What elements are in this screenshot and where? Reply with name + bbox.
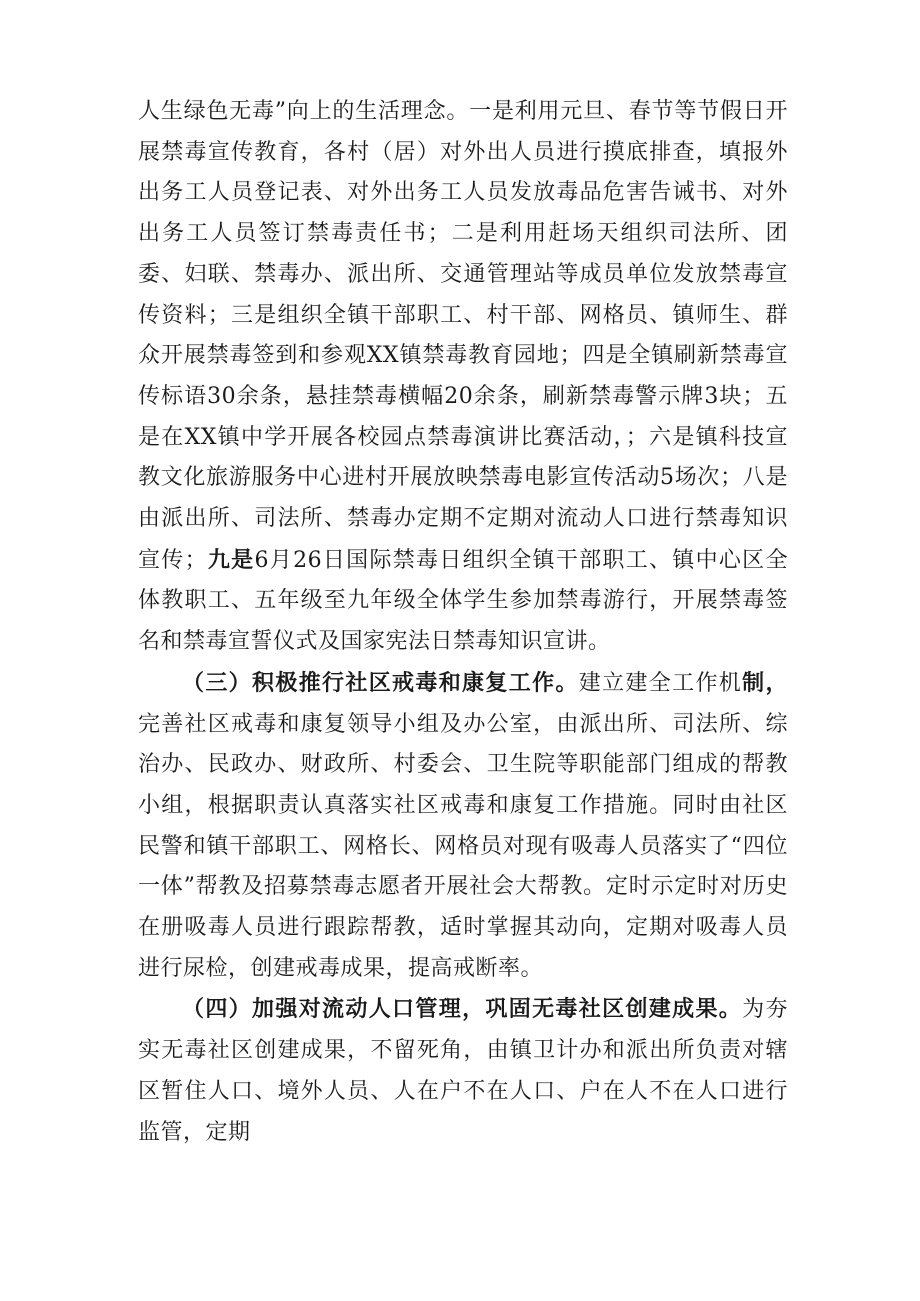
- paragraph-publicity: [138, 92, 788, 663]
- paragraph-community-rehab: [138, 663, 788, 990]
- document-body: [138, 92, 788, 1153]
- paragraph-floating-population: [138, 989, 788, 1153]
- section-heading-4: （四）加强对流动人口管理，巩固无毒社区创建成果。: [182, 996, 743, 1023]
- paragraph-text: 建立建全工作机: [578, 670, 743, 696]
- paragraph-bold-item: 九是: [207, 546, 255, 573]
- paragraph-bold-item: 制，: [742, 669, 788, 696]
- section-heading-3: （三）积极推行社区戒毒和康复工作。: [182, 669, 579, 696]
- paragraph-text: 为夯实无毒社区创建成果，不留死角，由镇卫计办和派出所负责对辖区暂住人口、境外人员、人在户不在人口、户在人不在人口进行监管，定期: [138, 997, 788, 1145]
- paragraph-tail-text: 完善社区戒毒和康复领导小组及办公室，由派出所、司法所、综治办、民政办、财政所、村委会、卫生院等职能部门组成的帮教小组，根据职责认真落实社区戒毒和康复工作措施。同时由社区民警和镇干部职工、网格长、网格员对现有吸毒人员落实了“四位一体”帮教及招募禁毒志愿者开展社会大帮教。定时示定时对历史在册吸毒人员进行跟踪帮教，适时掌握其动向，定期对吸毒人员进行尿检，创建戒毒成果，提高戒断率。: [138, 711, 788, 981]
- paragraph-tail-text: 6月26日国际禁毒日组织全镇干部职工、镇中心区全体教职工、五年级至九年级全体学生参加禁毒游行，开展禁毒签名和禁毒宣誓仪式及国家宪法日禁毒知识宣讲。: [138, 547, 788, 655]
- paragraph-text: 人生绿色无毒”向上的生活理念。一是利用元旦、春节等节假日开展禁毒宣传教育，各村（居）对外出人员进行摸底排查，填报外出务工人员登记表、对外出务工人员发放毒品危害告诫书、对外出务工人员签订禁毒责任书；二是利用赶场天组织司法所、团委、妇联、禁毒办、派出所、交通管理站等成员单位发放禁毒宣传资料；三是组织全镇干部职工、村干部、网格员、镇师生、群众开展禁毒签到和参观XX镇禁毒教育园地；四是全镇刷新禁毒宣传标语30余条，悬挂禁毒横幅20余条，刷新禁毒警示牌3块；五是在XX镇中学开展各校园点禁毒演讲比赛活动，；六是镇科技宣教文化旅游服务中心进村开展放映禁毒电影宣传活动5场次；八是由派出所、司法所、禁毒办定期不定期对流动人口进行禁毒知识宣传；: [138, 99, 788, 573]
